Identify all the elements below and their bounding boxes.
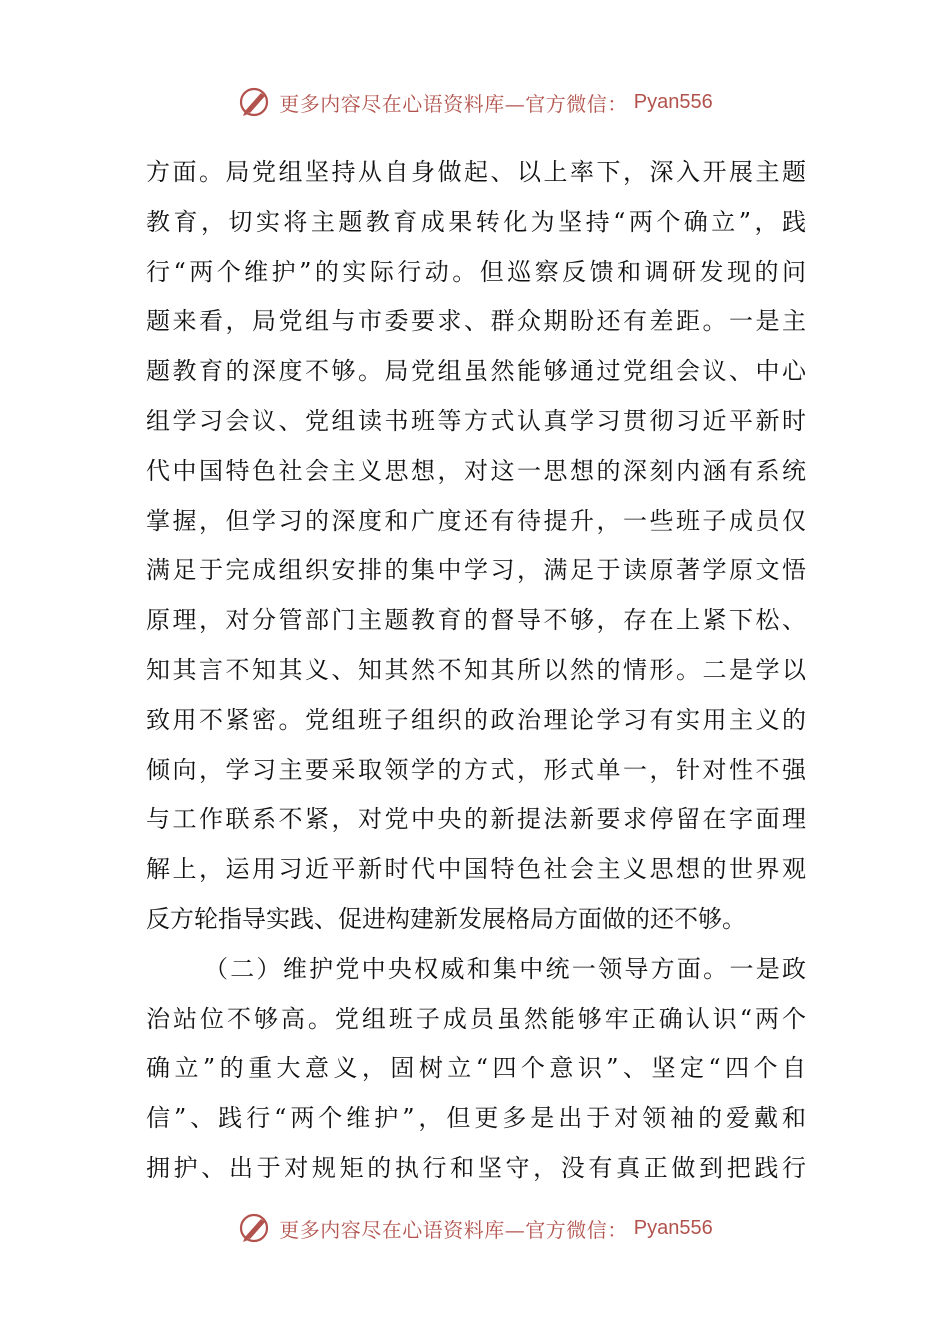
text-line: 解上，运用习近平新时代中国特色社会主义思想的世界观: [146, 855, 806, 884]
text-line: 倾向，学习主要采取领学的方式，形式单一，针对性不强: [146, 755, 806, 784]
watermark-text: 更多内容尽在心语资料库—官方微信：: [279, 1217, 628, 1242]
text-line: 题来看，局党组与市委要求、群众期盼还有差距。一是主: [146, 307, 806, 336]
text-line: 掌握，但学习的深度和广度还有待提升，一些班子成员仅: [146, 506, 806, 535]
text-line: 拥护、出于对规矩的执行和坚守，没有真正做到把践行: [146, 1153, 806, 1182]
text-line: 与工作联系不紧，对党中央的新提法新要求停留在字面理: [146, 805, 806, 834]
watermark-wechat-id: Pyan556: [633, 90, 713, 113]
watermark-footer: [0, 1208, 950, 1248]
text-line: 题教育的深度不够。局党组虽然能够通过党组会议、中心: [146, 357, 806, 386]
text-line: 代中国特色社会主义思想，对这一思想的深刻内涵有系统: [146, 456, 806, 485]
watermark-wechat-id: Pyan556: [633, 1216, 713, 1239]
text-line: 反方轮指导实践、促进构建新发展格局方面做的还不够。: [146, 904, 746, 933]
document-body: [146, 148, 806, 1194]
text-line: 满足于完成组织安排的集中学习，满足于读原著学原文悟: [146, 556, 806, 585]
text-line: 组学习会议、党组读书班等方式认真学习贯彻习近平新时: [146, 406, 806, 435]
section-heading-line: （二）维护党中央权威和集中统一领导方面。一是政: [204, 954, 806, 983]
text-line: 教育，切实将主题教育成果转化为坚持“两个确立”，践: [146, 207, 806, 236]
text-line: 确立”的重大意义，固树立“四个意识”、坚定“四个自: [146, 1054, 806, 1083]
text-line: 治站位不够高。党组班子成员虽然能够牢正确认识“两个: [146, 1004, 806, 1033]
text-line: 行“两个维护”的实际行动。但巡察反馈和调研发现的问: [146, 257, 806, 286]
text-line: 方面。局党组坚持从自身做起、以上率下，深入开展主题: [146, 158, 806, 186]
watermark-header: [0, 82, 950, 122]
pen-logo-icon: [237, 1210, 273, 1246]
pen-logo-icon: [237, 84, 273, 120]
text-line: 知其言不知其义、知其然不知其所以然的情形。二是学以: [146, 655, 806, 684]
text-line: 致用不紧密。党组班子组织的政治理论学习有实用主义的: [146, 705, 806, 734]
text-line: 原理，对分管部门主题教育的督导不够，存在上紧下松、: [146, 606, 806, 635]
watermark-text: 更多内容尽在心语资料库—官方微信：: [279, 91, 628, 116]
text-line: 信”、践行“两个维护”，但更多是出于对领袖的爱戴和: [146, 1104, 806, 1133]
